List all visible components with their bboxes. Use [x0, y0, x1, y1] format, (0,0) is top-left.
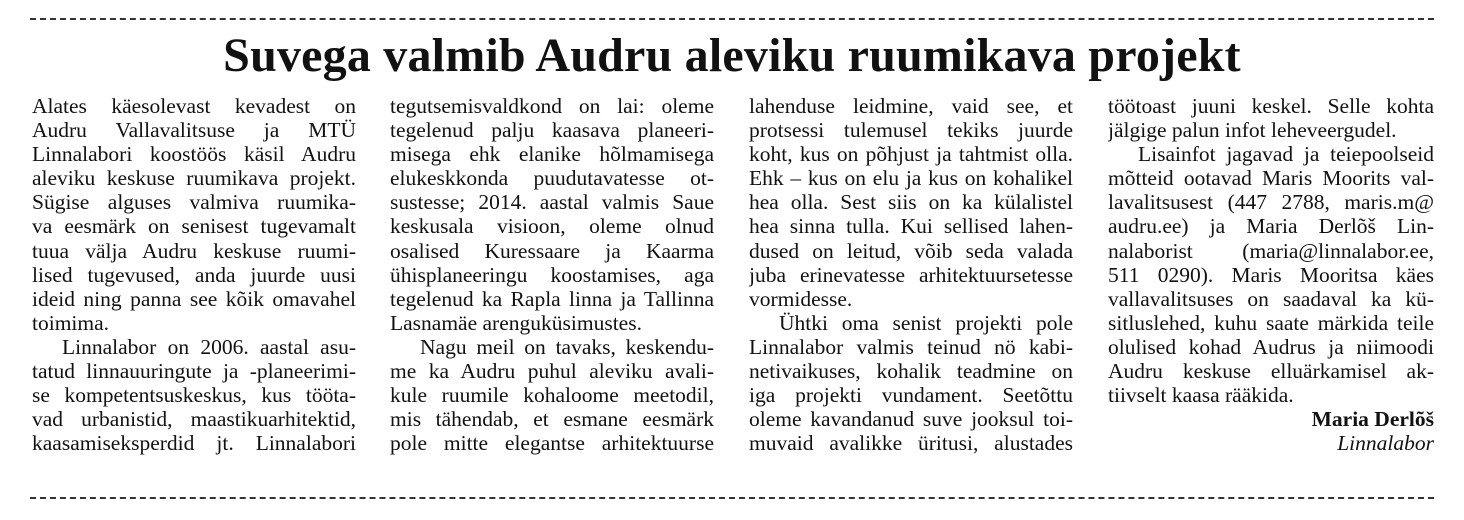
text-line: Sügise alguses valmiva ruumika- [32, 190, 356, 215]
text-line: Nagu meil on tavaks, keskendu- [420, 334, 714, 359]
article-column-2 [390, 94, 714, 455]
column-4-lines [1108, 94, 1434, 407]
text-line: ideid ning panna see kõik omavahel [32, 286, 356, 311]
text-line: koht, kus on põhjust ja tahtmist olla. [749, 142, 1073, 167]
text-line: pole mitte elegantse arhitektuurse [390, 431, 714, 456]
article-column-4 [1108, 94, 1434, 455]
author-affiliation: Linnalabor [1337, 431, 1434, 456]
text-line: ühisplaneeringu koostamises, aga [390, 262, 714, 287]
text-line: vallavalitsuses on saadaval ka kü- [1108, 286, 1434, 311]
text-line: tuua välja Audru keskuse ruumi- [32, 238, 356, 263]
text-line: Lasnamäe arenguküsimustes. [390, 310, 642, 335]
text-line: Linnalabori koostöös käsil Audru [32, 142, 356, 167]
text-line: juba erinevatesse arhitektuursetesse [749, 262, 1073, 287]
text-line: toimima. [32, 310, 110, 335]
text-line: kaasamiseksperdid jt. Linnalabori [32, 431, 356, 456]
text-line: muvaid avalikke üritusi, alustades [749, 431, 1073, 456]
text-line: Ühtki oma senist projekti pole [779, 310, 1073, 335]
text-line: tegelenud palju kaasava planeeri- [390, 118, 714, 143]
text-line: me ka Audru puhul aleviku avali- [390, 359, 714, 384]
article-column-3 [749, 94, 1073, 455]
text-line: sitluslehed, kuhu saate märkida teile [1108, 310, 1434, 335]
text-line: töötoast juuni keskel. Selle kohta [1108, 94, 1434, 118]
text-line: sustesse; 2014. aastal valmis Saue [390, 190, 714, 215]
text-line: elukeskkonda puudutavatesse ot- [390, 166, 714, 191]
text-line: audru.ee) ja Maria Derlõš Lin- [1108, 214, 1434, 239]
text-line: tiivselt kaasa rääkida. [1108, 383, 1294, 408]
text-line: mis tähendab, et esmane eesmärk [390, 407, 714, 432]
text-line: keskusala visioon, oleme olnud [390, 214, 714, 239]
text-line: 511 0290). Maris Mooritsa käes [1108, 262, 1434, 287]
bottom-dashed-rule [30, 497, 1434, 499]
text-line: Linnalabor valmis teinud nö kabi- [749, 334, 1073, 359]
text-line: olulised kohad Audrus ja niimoodi [1108, 334, 1434, 359]
text-line: lavalitsusest (447 2788, maris.m@ [1108, 190, 1434, 215]
text-line: vad urbanistid, maastikuarhitektid, [32, 407, 356, 432]
text-line: tegelenud ka Rapla linna ja Tallinna [390, 286, 714, 311]
text-line: vormidesse. [749, 286, 853, 311]
text-line: Audru Vallavalitsuse ja MTÜ [32, 118, 356, 143]
text-line: netivaikuses, kohalik teadmine on [749, 359, 1073, 384]
text-line: tegutsemisvaldkond on lai: oleme [390, 94, 714, 118]
top-dashed-rule [30, 18, 1434, 20]
text-line: lised tugevused, anda juurde uusi [32, 262, 356, 287]
text-line: mõtteid ootavad Maris Moorits val- [1108, 166, 1434, 191]
article-column-1 [32, 94, 356, 455]
text-line: tatud linnauuringute ja -planeerimi- [32, 359, 356, 384]
text-line: lahenduse leidmine, vaid see, et [749, 94, 1073, 118]
text-line: Lisainfot jagavad ja teiepoolseid [1138, 142, 1434, 167]
text-line: nalaborist (maria@linnalabor.ee, [1108, 238, 1434, 263]
text-line: Alates käesolevast kevadest on [32, 94, 356, 118]
text-line: Linnalabor on 2006. aastal asu- [62, 334, 356, 359]
text-line: dused on leitud, võib seda valada [749, 238, 1073, 263]
text-line: aleviku keskuse ruumikava projekt. [32, 166, 356, 191]
text-line: hea olla. Sest siis on ka külalistel [749, 190, 1073, 215]
text-line: iga projekti vundament. Seetõttu [749, 383, 1073, 408]
text-line: va eesmärk on senisest tugevamalt [32, 214, 356, 239]
text-line: hea sinna tulla. Kui sellised lahen- [749, 214, 1073, 239]
author-name: Maria Derlõš [1311, 407, 1434, 432]
text-line: se kompetentsuskeskus, kus tööta- [32, 383, 356, 408]
text-line: Ehk – kus on elu ja kus on kohalikel [749, 166, 1073, 191]
text-line: osalised Kuressaare ja Kaarma [390, 238, 714, 263]
text-line: kule ruumile kohaloome meetodil, [390, 383, 714, 408]
text-line: protsessi tulemusel tekiks juurde [749, 118, 1073, 143]
text-line: jälgige palun infot leheveergudel. [1108, 118, 1397, 143]
text-line: misega ehk elanike hõlmamisega [390, 142, 714, 167]
text-line: Audru keskuse elluärkamisel ak- [1108, 359, 1434, 384]
article-headline: Suvega valmib Audru aleviku ruumikava projekt [223, 29, 1241, 82]
text-line: oleme kavandanud suve jooksul toi- [749, 407, 1073, 432]
